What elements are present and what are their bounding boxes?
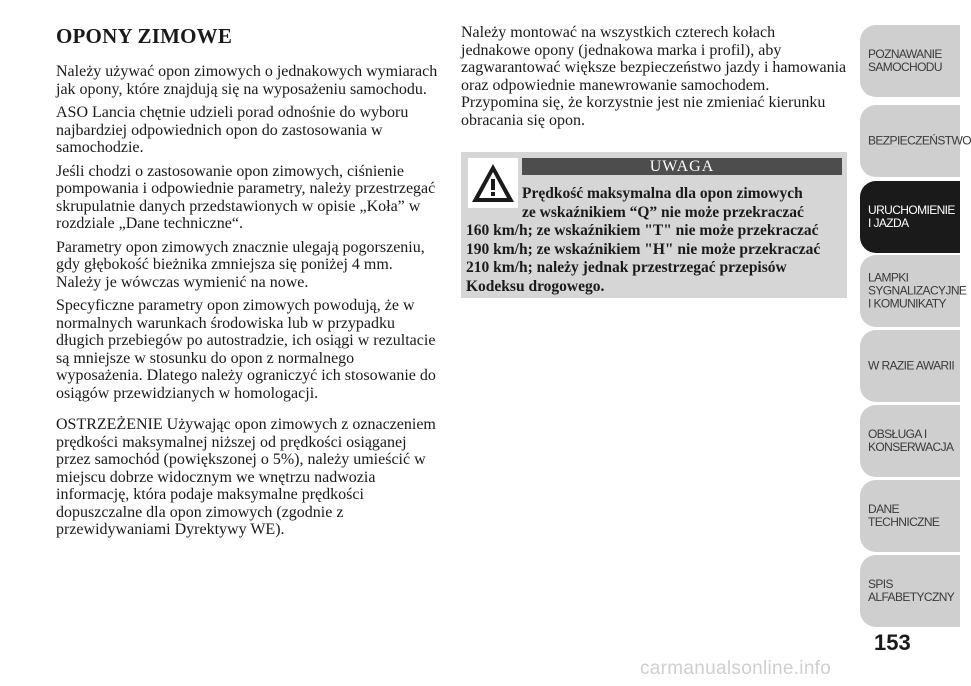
- tab-uruchomienie-i-jazda[interactable]: URUCHOMIENIE I JAZDA: [860, 181, 960, 253]
- tab-spis-alfabetyczny[interactable]: SPIS ALFABETYCZNY: [860, 555, 960, 627]
- warning-header: UWAGA: [522, 158, 842, 175]
- chapter-sidebar: [860, 0, 971, 686]
- warning-text: [466, 185, 840, 296]
- paragraph-pressure: Jeśli chodzi o zastosowanie opon zimowych, ciśnienie pompowania i odpowiednie parametry, należy przestrzegać skrupulatnie danych przedstawionych w opisie „Koła” w rozdziale „Dane techniczne“.: [56, 162, 436, 232]
- paragraph-tire-size: Należy używać opon zimowych o jednakowych wymiarach jak opony, które znajdują się na wyposażeniu samochodu.: [56, 63, 438, 98]
- paragraph-four-wheels: Należy montować na wszystkich czterech kołach jednakowe opony (jednakowa marka i profil), aby zagwarantować większe bezpieczeństwo jazdy i hamowania oraz odpowiednie manewrowanie samochodem. Przypomina się, że korzystnie jest nie zmieniać kierunku obracania się opon.: [461, 24, 847, 129]
- page-number: 153: [874, 630, 911, 655]
- warning-line-2: ze wskaźnikiem “Q” nie może przekraczać: [522, 203, 804, 221]
- tab-poznawanie-samochodu[interactable]: POZNAWANIE SAMOCHODU: [860, 25, 960, 97]
- right-column: [461, 24, 847, 135]
- warning-rest: 160 km/h; ze wskaźnikiem "T" nie może przekraczać 190 km/h; ze wskaźnikiem "H" nie może przekraczać 210 km/h; należy jednak przestrzegać przepisów Kodeksu drogowego.: [466, 222, 821, 295]
- tab-w-razie-awarii[interactable]: W RAZIE AWARII: [860, 330, 960, 402]
- tab-lampki-sygnalizacyjne[interactable]: LAMPKI SYGNALIZACYJNE I KOMUNIKATY: [860, 255, 960, 327]
- paragraph-aso-advice: ASO Lancia chętnie udzieli porad odnośnie do wyboru najbardziej odpowiednich opon do zastosowania w samochodzie.: [56, 104, 409, 156]
- tab-bezpieczenstwo[interactable]: BEZPIECZEŃSTWO: [860, 105, 960, 177]
- tab-obsluga-i-konserwacja[interactable]: OBSŁUGA I KONSERWACJA: [860, 405, 960, 477]
- section-title: OPONY ZIMOWE: [56, 24, 233, 48]
- tab-dane-techniczne[interactable]: DANE TECHNICZNE: [860, 480, 960, 552]
- left-column: [56, 24, 440, 545]
- watermark: carmanualsonline.info: [640, 658, 832, 679]
- paragraph-warning-note: OSTRZEŻENIE Używając opon zimowych z oznaczeniem prędkości maksymalnej niższej od prędkości osiąganej przez samochód (powiększonej o 5%), należy umieścić w miejscu dobrze widocznym we wnętrzu nadwozia informację, która podaje maksymalne prędkości dopuszczalne dla opon zimowych (zgodnie z przewidywaniami Dyrektywy WE).: [56, 416, 436, 538]
- warning-line-1: Prędkość maksymalna dla opon zimowych: [522, 185, 803, 202]
- paragraph-tread-depth: Parametry opon zimowych znacznie ulegają pogorszeniu, gdy głębokość bieżnika zmniejsza się poniżej 4 mm. Należy je wówczas wymienić na nowe.: [56, 238, 425, 291]
- paragraph-performance: Specyficzne parametry opon zimowych powodują, że w normalnych warunkach środowiska lub w przypadku długich przebiegów po autostradzie, ich osiągi w rezultacie są mniejsze w stosunku do opon z normalnego wyposażenia. Dlatego należy ograniczyć ich stosowanie do osiągów przewidzianych w homologacji.: [56, 297, 436, 402]
